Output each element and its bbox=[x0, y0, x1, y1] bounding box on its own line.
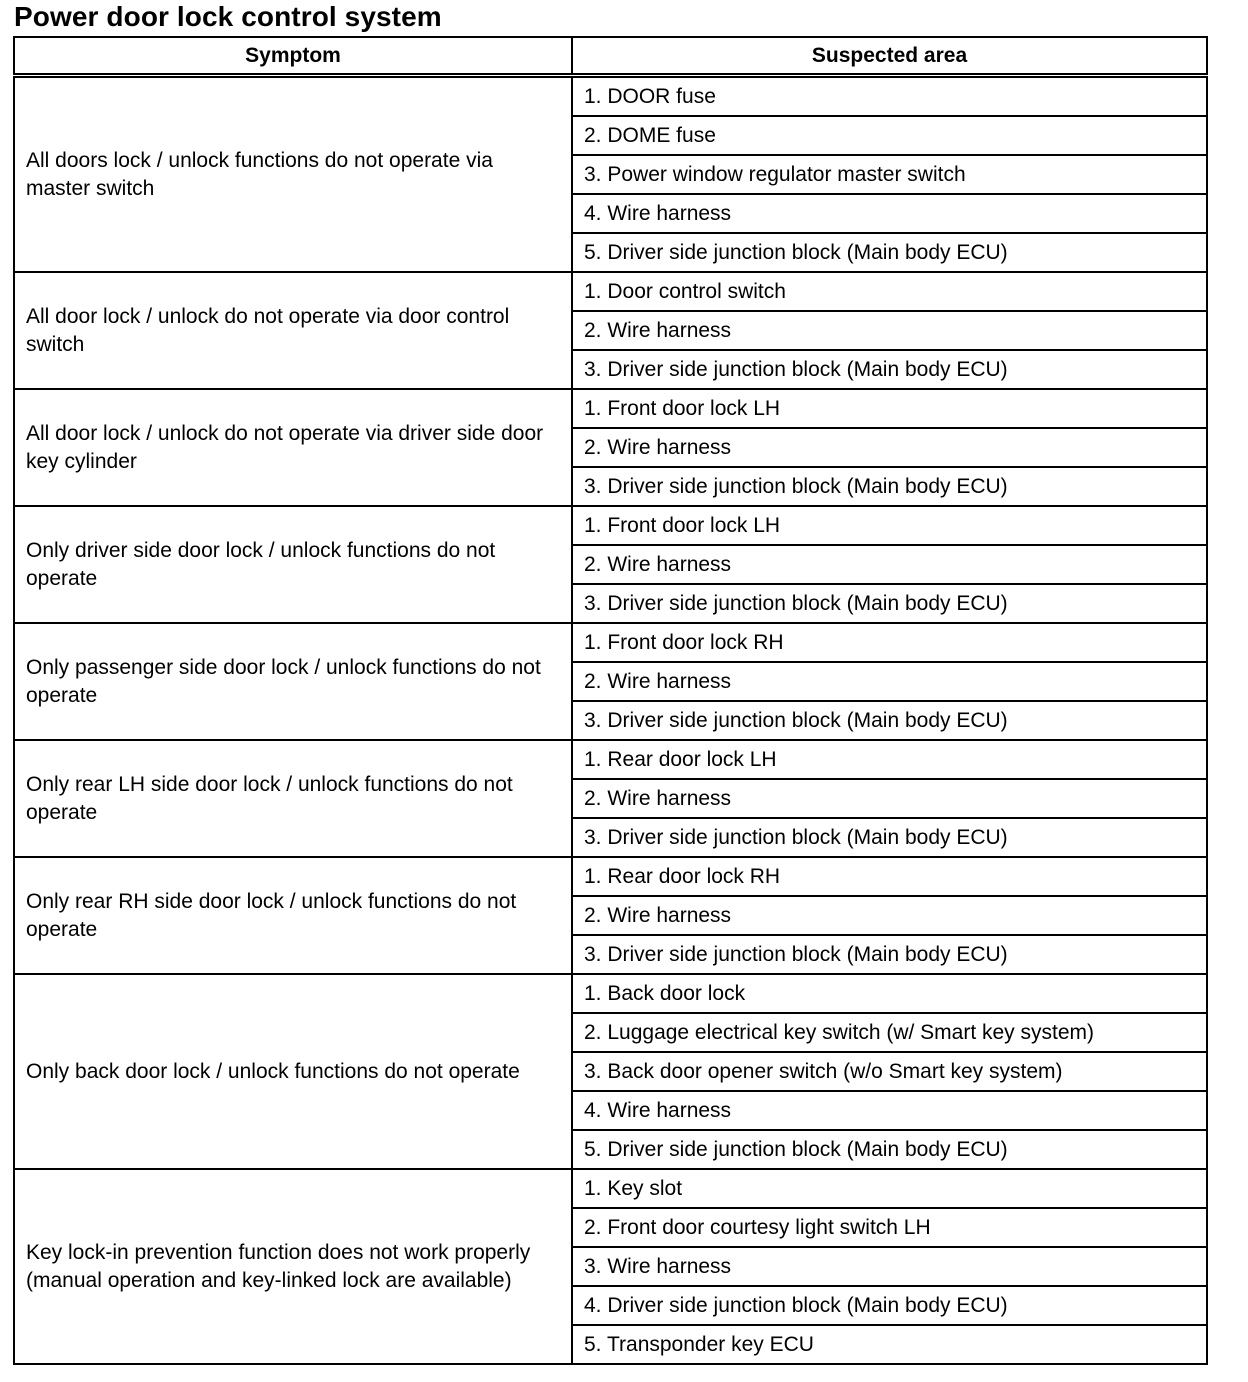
suspected-area-cell: 3. Back door opener switch (w/o Smart key system) bbox=[572, 1052, 1207, 1091]
suspected-area-cell: 2. Luggage electrical key switch (w/ Smart key system) bbox=[572, 1013, 1207, 1052]
suspected-area-cell: 1. Rear door lock RH bbox=[572, 857, 1207, 896]
suspected-area-cell: 1. Front door lock RH bbox=[572, 623, 1207, 662]
symptom-cell: Only rear LH side door lock / unlock functions do not operate bbox=[14, 740, 572, 857]
table-row bbox=[14, 1169, 1207, 1208]
table-row bbox=[14, 857, 1207, 896]
suspected-area-column-header: Suspected area bbox=[572, 37, 1207, 76]
suspected-area-cell: 1. Front door lock LH bbox=[572, 506, 1207, 545]
suspected-area-cell: 2. Front door courtesy light switch LH bbox=[572, 1208, 1207, 1247]
table-body bbox=[14, 76, 1207, 1365]
symptom-cell: All door lock / unlock do not operate via door control switch bbox=[14, 272, 572, 389]
suspected-area-cell: 3. Driver side junction block (Main body ECU) bbox=[572, 701, 1207, 740]
suspected-area-cell: 1. Door control switch bbox=[572, 272, 1207, 311]
page-title: Power door lock control system bbox=[14, 1, 442, 32]
suspected-area-cell: 3. Wire harness bbox=[572, 1247, 1207, 1286]
table-row bbox=[14, 506, 1207, 545]
suspected-area-cell: 1. Key slot bbox=[572, 1169, 1207, 1208]
suspected-area-cell: 2. Wire harness bbox=[572, 896, 1207, 935]
troubleshooting-table bbox=[13, 36, 1208, 1365]
suspected-area-cell: 1. Front door lock LH bbox=[572, 389, 1207, 428]
suspected-area-cell: 2. Wire harness bbox=[572, 311, 1207, 350]
suspected-area-cell: 3. Driver side junction block (Main body ECU) bbox=[572, 584, 1207, 623]
suspected-area-cell: 2. Wire harness bbox=[572, 428, 1207, 467]
suspected-area-cell: 2. Wire harness bbox=[572, 779, 1207, 818]
suspected-area-cell: 2. DOME fuse bbox=[572, 116, 1207, 155]
symptom-cell: Key lock-in prevention function does not work properly (manual operation and key-linked lock are available) bbox=[14, 1169, 572, 1364]
suspected-area-cell: 3. Driver side junction block (Main body ECU) bbox=[572, 467, 1207, 506]
suspected-area-cell: 5. Transponder key ECU bbox=[572, 1325, 1207, 1364]
table-row bbox=[14, 740, 1207, 779]
symptom-cell: All door lock / unlock do not operate via driver side door key cylinder bbox=[14, 389, 572, 506]
table-row bbox=[14, 272, 1207, 311]
suspected-area-cell: 1. Back door lock bbox=[572, 974, 1207, 1013]
symptom-cell: Only driver side door lock / unlock functions do not operate bbox=[14, 506, 572, 623]
suspected-area-cell: 1. Rear door lock LH bbox=[572, 740, 1207, 779]
suspected-area-cell: 3. Driver side junction block (Main body ECU) bbox=[572, 350, 1207, 389]
table-header-row bbox=[14, 37, 1207, 76]
table-row bbox=[14, 974, 1207, 1013]
symptom-cell: Only passenger side door lock / unlock functions do not operate bbox=[14, 623, 572, 740]
suspected-area-cell: 5. Driver side junction block (Main body ECU) bbox=[572, 233, 1207, 272]
suspected-area-cell: 4. Wire harness bbox=[572, 1091, 1207, 1130]
suspected-area-cell: 2. Wire harness bbox=[572, 662, 1207, 701]
symptom-cell: All doors lock / unlock functions do not operate via master switch bbox=[14, 76, 572, 273]
suspected-area-cell: 5. Driver side junction block (Main body ECU) bbox=[572, 1130, 1207, 1169]
table-row bbox=[14, 76, 1207, 117]
symptom-cell: Only rear RH side door lock / unlock functions do not operate bbox=[14, 857, 572, 974]
table-row bbox=[14, 389, 1207, 428]
suspected-area-cell: 1. DOOR fuse bbox=[572, 76, 1207, 117]
suspected-area-cell: 2. Wire harness bbox=[572, 545, 1207, 584]
table-row bbox=[14, 623, 1207, 662]
suspected-area-cell: 4. Wire harness bbox=[572, 194, 1207, 233]
suspected-area-cell: 3. Driver side junction block (Main body ECU) bbox=[572, 935, 1207, 974]
symptom-column-header: Symptom bbox=[14, 37, 572, 76]
suspected-area-cell: 3. Driver side junction block (Main body ECU) bbox=[572, 818, 1207, 857]
suspected-area-cell: 4. Driver side junction block (Main body ECU) bbox=[572, 1286, 1207, 1325]
symptom-cell: Only back door lock / unlock functions do not operate bbox=[14, 974, 572, 1169]
suspected-area-cell: 3. Power window regulator master switch bbox=[572, 155, 1207, 194]
